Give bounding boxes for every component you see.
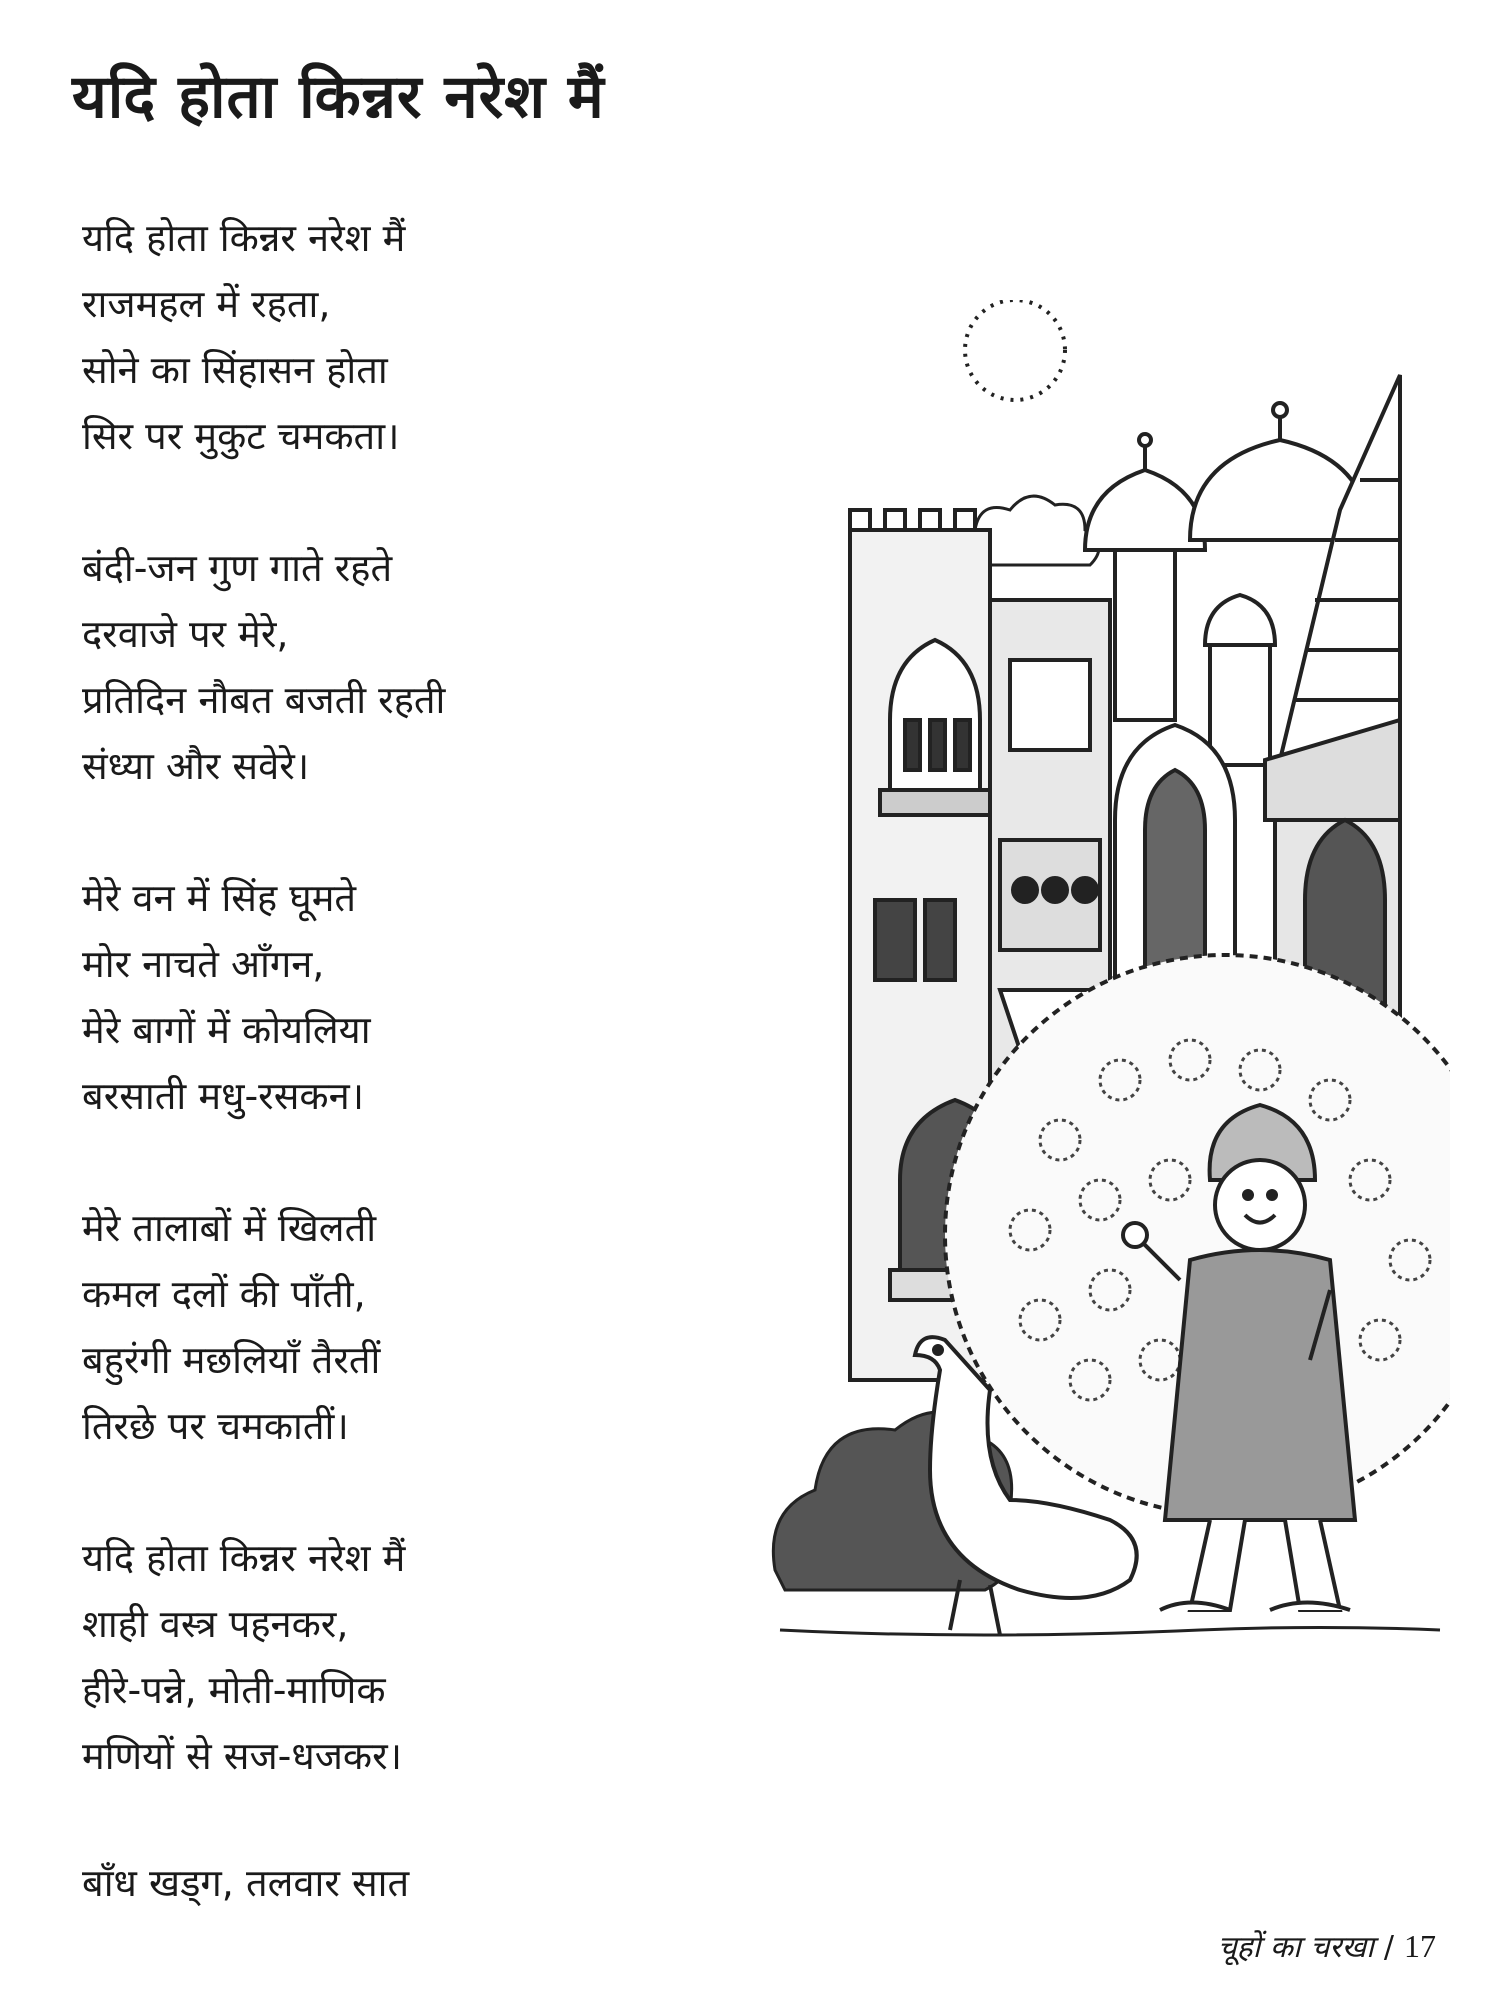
poem-line: दरवाजे पर मेरे, [82,612,289,656]
poem-line: मोर नाचते आँगन, [82,942,325,986]
poem-line: हीरे-पन्ने, मोती-माणिक [82,1668,386,1712]
stanza-1 [82,205,642,469]
stanza-3 [82,865,642,1129]
page-footer [1218,1926,1436,1968]
poem-line: सोने का सिंहासन होता [82,348,388,392]
page-number: 17 [1404,1928,1436,1964]
page-title: यदि होता किन्नर नरेश मैं [72,62,605,132]
poem-line: प्रतिदिन नौबत बजती रहती [82,678,446,722]
poem-line: यदि होता किन्नर नरेश मैं [82,216,406,260]
poem-line: कमल दलों की पाँती, [82,1272,366,1316]
poem-line: मेरे तालाबों में खिलती [82,1206,377,1250]
poem-line: तिरछे पर चमकातीं। [82,1404,349,1448]
poem-line: राजमहल में रहता, [82,282,331,326]
poem-line: शाही वस्त्र पहनकर, [82,1602,349,1646]
poem-line: संध्या और सवेरे। [82,744,310,788]
footer-separator: / [1383,1930,1394,1965]
palace-king-peacock-illustration [760,300,1450,1740]
stanza-5 [82,1525,642,1789]
stanza-4 [82,1195,642,1459]
poem-line: मणियों से सज-धजकर। [82,1734,403,1778]
stanza-2 [82,535,642,799]
poem-line: यदि होता किन्नर नरेश मैं [82,1536,406,1580]
poem-line: बाँध खड्ग, तलवार सात [82,1861,410,1905]
sun-icon [965,300,1065,400]
poem-line: बरसाती मधु-रसकन। [82,1074,365,1118]
stanza-6 [82,1850,642,1916]
poem-line: मेरे बागों में कोयलिया [82,1008,371,1052]
poem-line: बंदी-जन गुण गाते रहते [82,546,393,590]
poem-line: बहुरंगी मछलियाँ तैरतीं [82,1338,381,1382]
ground-line [780,1628,1440,1636]
book-title: चूहों का चरखा [1217,1930,1374,1965]
poem-line: सिर पर मुकुट चमकता। [82,414,400,458]
poem-line: मेरे वन में सिंह घूमते [82,876,357,920]
